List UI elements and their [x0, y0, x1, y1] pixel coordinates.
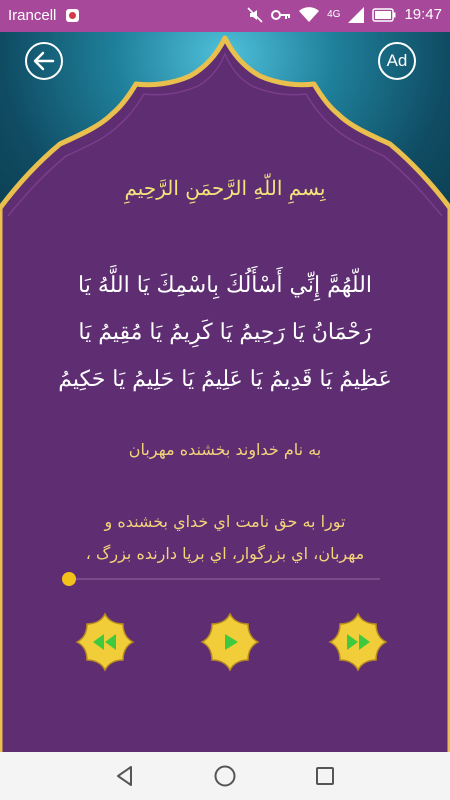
battery-icon [372, 8, 396, 22]
arabic-line: عَظِيمُ يَا قَدِيمُ يَا عَلِيمُ يَا حَلِيمُ يَا حَكِيمُ [58, 367, 392, 392]
nav-back-icon[interactable] [113, 764, 137, 788]
translation-line: تورا به حق نامت اي خداي بخشنده و [104, 512, 346, 531]
arabic-prayer-text [40, 262, 410, 403]
status-bar [0, 0, 450, 32]
arch-frame [0, 32, 450, 800]
status-icons [247, 6, 442, 23]
seek-bar[interactable] [68, 578, 380, 580]
translation-text [55, 506, 395, 570]
play-button[interactable] [200, 612, 260, 672]
ad-button[interactable] [378, 42, 416, 80]
nav-recents-icon[interactable] [313, 764, 337, 788]
carrier-name: Irancell [8, 7, 57, 24]
navigation-bar [0, 752, 450, 800]
translation-line: مهربان، اي بزرگوار، اي برپا دارنده بزرگ ، [85, 544, 365, 563]
arabic-line: رَحْمَانُ يَا رَحِيمُ يَا كَرِيمُ يَا مُقِيمُ يَا [78, 320, 372, 345]
fast-forward-button[interactable] [328, 612, 388, 672]
wifi-icon [299, 7, 319, 23]
arrow-left-icon [33, 50, 55, 72]
network-type: 4G [327, 9, 341, 20]
clock: 19:47 [404, 6, 442, 23]
mute-icon [247, 7, 263, 23]
rewind-button[interactable] [75, 612, 135, 672]
ad-label: Ad [386, 51, 408, 70]
signal-icon [348, 7, 364, 23]
translation-title: به نام خداوند بخشنده مهربان [128, 440, 322, 459]
notification-icon [66, 9, 79, 22]
back-button[interactable] [25, 42, 63, 80]
basmala-title: بِسمِ اللّهِ الرَّحمَنِ الرَّحِيمِ [124, 176, 326, 200]
arabic-line: اللّهُمَّ إِنِّي أَسْأَلُكَ بِاسْمِكَ يَا اللَّهُ يَا [78, 273, 372, 298]
nav-home-icon[interactable] [213, 764, 237, 788]
seek-thumb[interactable] [62, 572, 76, 586]
key-icon [271, 8, 291, 22]
